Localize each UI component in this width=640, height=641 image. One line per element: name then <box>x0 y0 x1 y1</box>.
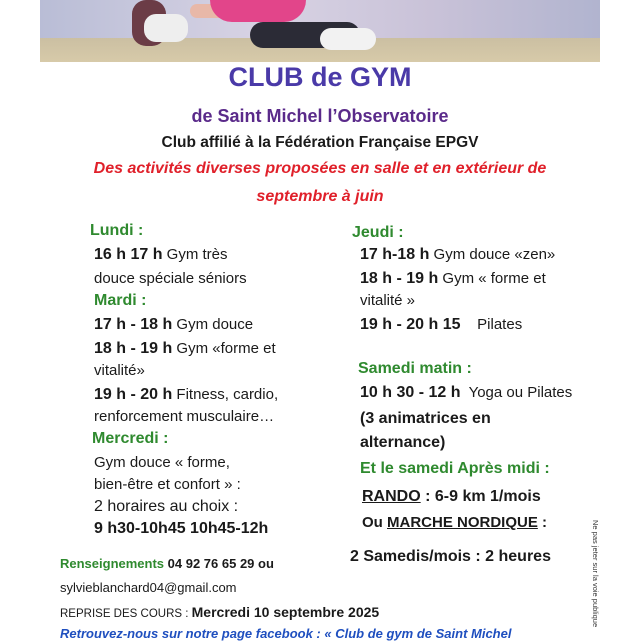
email-line[interactable]: sylvieblanchard04@gmail.com <box>60 580 237 595</box>
lundi-line-2: douce spéciale séniors <box>94 270 247 287</box>
day-lundi: Lundi : <box>90 222 144 239</box>
mercredi-line-2: bien-être et confort » : <box>94 476 241 493</box>
mercredi-times: 9 h30-10h45 10h45-12h <box>94 520 269 537</box>
day-samedi: Samedi matin : <box>358 360 472 377</box>
day-mardi: Mardi : <box>94 292 147 309</box>
lundi-line-1: 16 h 17 h Gym très <box>94 246 228 263</box>
photo-sneaker-right <box>320 28 376 50</box>
photo-top <box>210 0 306 22</box>
samedi-apres-midi: Et le samedi Après midi : <box>360 460 550 477</box>
side-note: Ne pas jeter sur la voie publique <box>591 520 600 628</box>
facebook-link[interactable]: Retrouvez-nous sur notre page facebook : « Club de gym de Saint Michel <box>60 626 512 641</box>
samedis-line: 2 Samedis/mois : 2 heures <box>350 548 551 565</box>
mardi-line-5: renforcement musculaire… <box>94 408 275 425</box>
marche-line: Ou MARCHE NORDIQUE : <box>362 514 548 531</box>
samedi-note-2: alternance) <box>360 434 446 451</box>
affiliation: Club affilié à la Fédération Française EPGV <box>161 134 479 151</box>
photo-sneaker <box>144 14 188 42</box>
jeudi-line-1: 17 h-18 h Gym douce «zen» <box>360 246 556 263</box>
mardi-line-3: vitalité» <box>94 362 145 379</box>
mercredi-line-3: 2 horaires au choix : <box>94 498 239 515</box>
mardi-line-4: 19 h - 20 h Fitness, cardio, <box>94 386 279 403</box>
samedi-line-1: 10 h 30 - 12 h Yoga ou Pilates <box>360 384 573 401</box>
jeudi-line-4: 19 h - 20 h 15 Pilates <box>360 316 523 333</box>
rando-line: RANDO : 6-9 km 1/mois <box>362 488 541 505</box>
page-title: CLUB de GYM <box>228 62 412 92</box>
renseignements-line: Renseignements 04 92 76 65 29 ou <box>60 556 274 571</box>
header-photo <box>40 0 600 62</box>
reprise-line: REPRISE DES COURS : Mercredi 10 septembre 2025 <box>60 604 380 620</box>
samedi-note-1: (3 animatrices en <box>360 410 491 427</box>
jeudi-line-3: vitalité » <box>360 292 416 309</box>
mardi-line-2: 18 h - 19 h Gym «forme et <box>94 340 276 357</box>
day-mercredi: Mercredi : <box>92 430 169 447</box>
mercredi-line-1: Gym douce « forme, <box>94 454 230 471</box>
jeudi-line-2: 18 h - 19 h Gym « forme et <box>360 270 546 287</box>
subtitle: de Saint Michel l’Observatoire <box>191 106 449 126</box>
activities-line-1: Des activités diverses proposées en salle et en extérieur de <box>93 160 547 177</box>
activities-line-2: septembre à juin <box>256 188 384 205</box>
mardi-line-1: 17 h - 18 h Gym douce <box>94 316 254 333</box>
day-jeudi: Jeudi : <box>352 224 404 241</box>
